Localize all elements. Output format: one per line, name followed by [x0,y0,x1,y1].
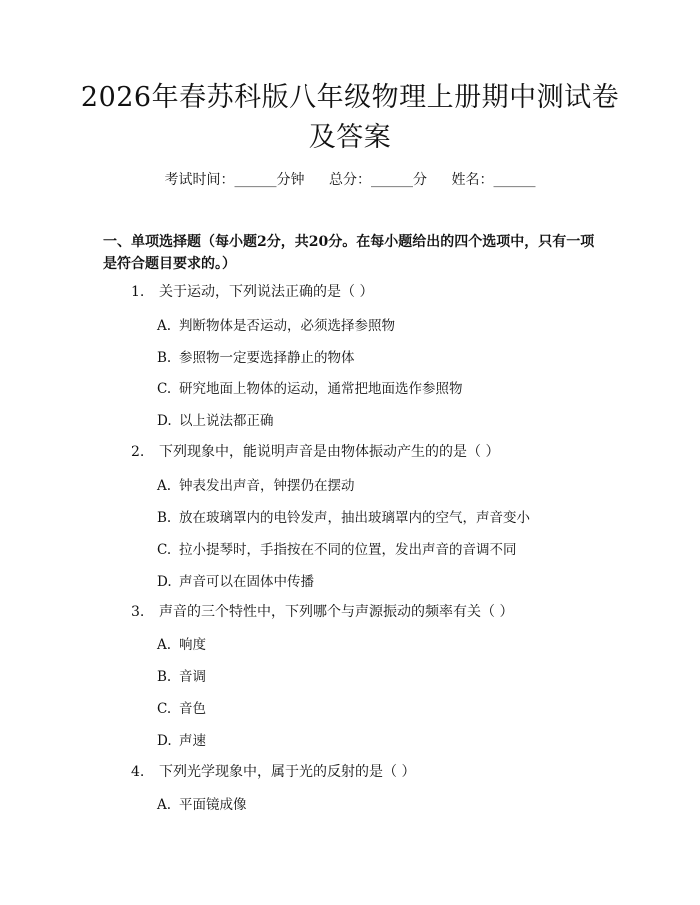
total-score-field: 总分：______分 [329,172,427,188]
question-3-option-d [157,729,206,749]
option-letter: B. [157,510,172,526]
option-letter: B. [157,350,172,366]
section-heading-line-1: 一、单项选择题（每小题2分，共20分。在每小题给出的四个选项中，只有一项 [103,234,595,250]
option-text: 以上说法都正确 [179,413,274,429]
question-4-option-a [157,793,247,813]
option-text: 音调 [179,669,206,685]
question-2-option-b [157,506,530,526]
question-3-option-a [157,633,206,653]
question-text: 关于运动，下列说法正确的是（ ） [159,284,374,300]
question-2 [131,441,499,461]
option-letter: A. [157,478,172,494]
question-text: 声音的三个特性中，下列哪个与声源振动的频率有关（ ） [159,604,514,620]
section-heading-line-2: 是符合题目要求的。） [103,256,236,272]
option-text: 判断物体是否运动，必须选择参照物 [179,318,395,334]
option-letter: D. [157,413,172,429]
title-line-2: 及答案 [308,122,392,153]
question-number: 4. [131,764,145,780]
option-text: 响度 [179,637,206,653]
exam-info-line [0,169,700,189]
question-number: 3. [131,604,145,620]
question-1-option-c [157,377,463,397]
option-letter: A. [157,797,172,813]
question-2-option-a [157,474,355,494]
student-name-field: 姓名：______ [451,172,536,188]
option-letter: A. [157,637,172,653]
question-2-option-d [157,570,314,590]
question-1 [131,281,373,301]
question-text: 下列光学现象中，属于光的反射的是（ ） [159,764,416,780]
option-letter: C. [157,701,172,717]
option-letter: D. [157,574,172,590]
option-text: 拉小提琴时，手指按在不同的位置，发出声音的音调不同 [179,542,517,558]
option-letter: D. [157,733,172,749]
question-3-option-b [157,665,206,685]
option-text: 参照物一定要选择静止的物体 [179,350,355,366]
option-text: 钟表发出声音，钟摆仍在摆动 [179,478,355,494]
option-text: 研究地面上物体的运动，通常把地面选作参照物 [179,381,463,397]
option-letter: B. [157,669,172,685]
question-text: 下列现象中，能说明声音是由物体振动产生的的是（ ） [159,444,500,460]
question-number: 2. [131,444,145,460]
exam-time-field: 考试时间：______分钟 [164,172,305,188]
title-line-1: 2026年春苏科版八年级物理上册期中测试卷 [80,82,620,113]
question-3-option-c [157,697,206,717]
question-1-option-a [157,314,395,334]
option-text: 放在玻璃罩内的电铃发声，抽出玻璃罩内的空气，声音变小 [179,510,530,526]
section-heading [103,231,603,275]
option-text: 声速 [179,733,206,749]
question-number: 1. [131,284,145,300]
option-letter: C. [157,381,172,397]
option-letter: A. [157,318,172,334]
question-3 [131,601,513,621]
exam-title [60,78,640,158]
option-letter: C. [157,542,172,558]
option-text: 音色 [179,701,206,717]
option-text: 平面镜成像 [179,797,247,813]
question-2-option-c [157,538,517,558]
question-1-option-b [157,346,355,366]
question-1-option-d [157,409,274,429]
question-4 [131,761,415,781]
option-text: 声音可以在固体中传播 [179,574,314,590]
